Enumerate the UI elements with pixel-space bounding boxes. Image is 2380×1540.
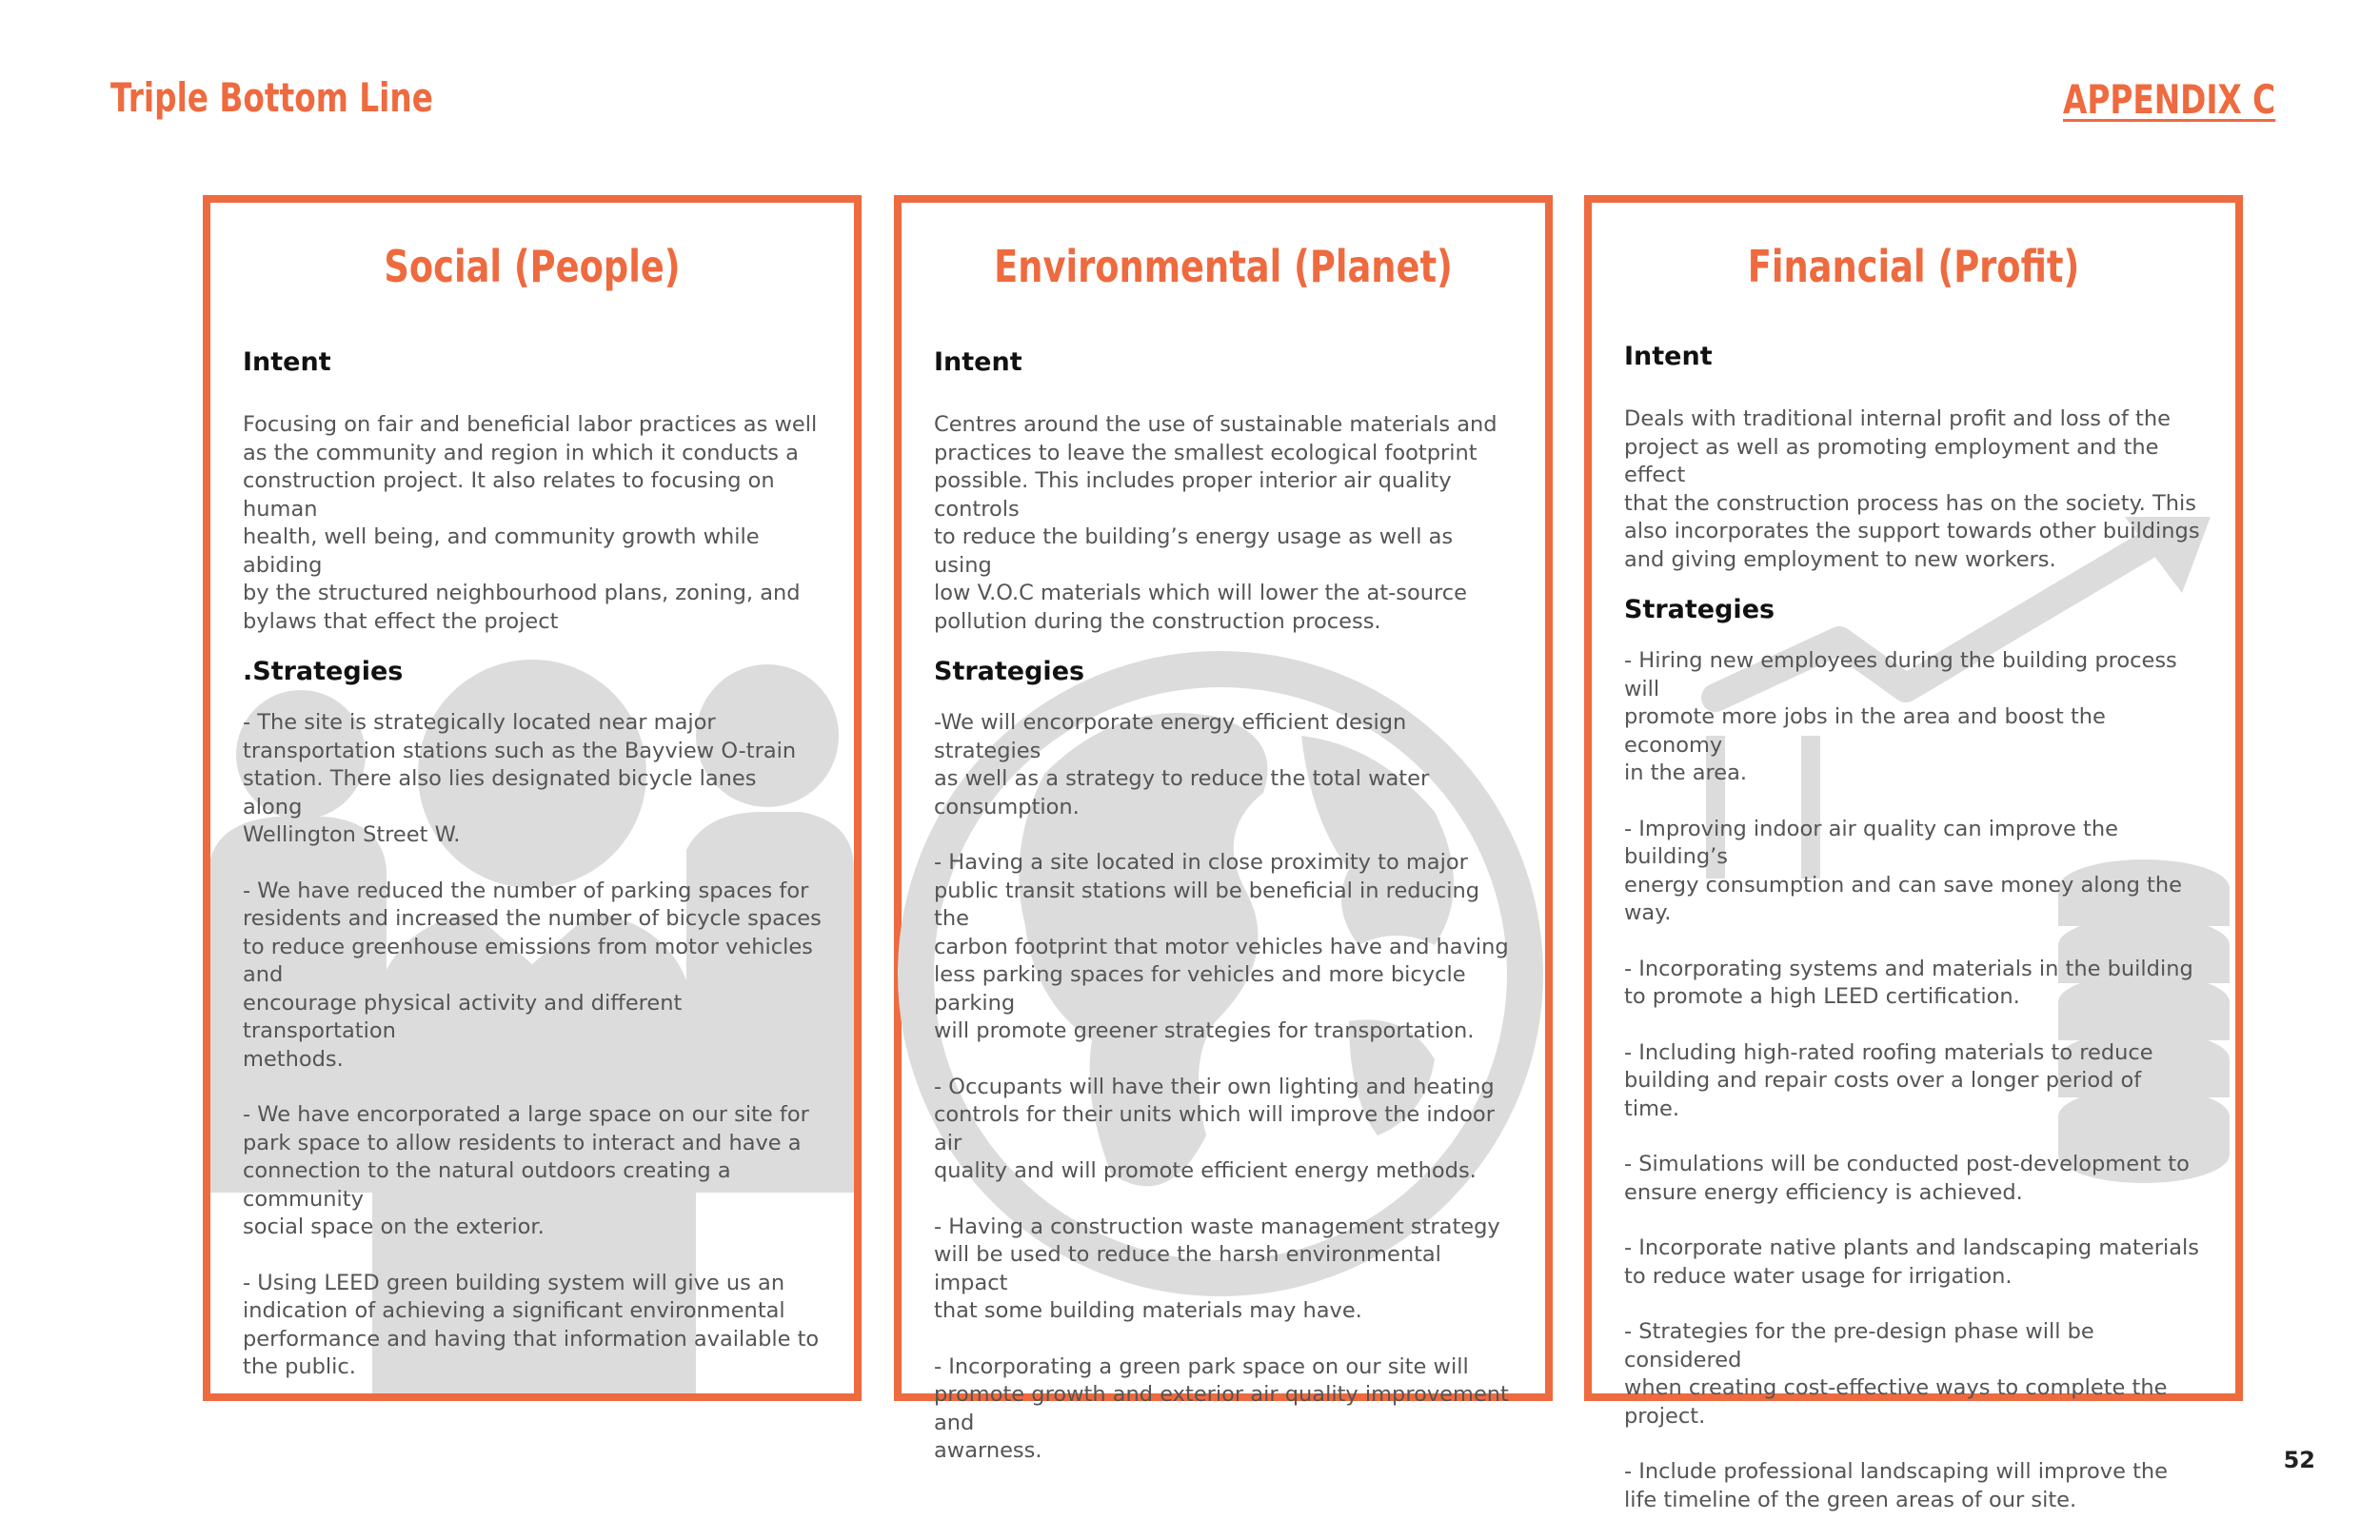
- social-strategy-item: - Using LEED green building system will give us an indication of achieving a significant environmental performance and having that information available to the public.: [243, 1270, 820, 1379]
- social-strategy-item: - The site is strategically located near major transportation stations such as the Bayview O-train station. There also lies designated bicycle lanes along Wellington Street W.: [243, 710, 797, 847]
- financial-title: Financial (Profit): [1747, 241, 2080, 292]
- environmental-title: Environmental (Planet): [994, 241, 1453, 292]
- social-content: [210, 241, 854, 1382]
- social-title: Social (People): [384, 241, 681, 292]
- financial-strategy-item: - Simulations will be conducted post-development to ensure energy efficiency is achieved.: [1624, 1152, 2190, 1205]
- environmental-strategy-item: - Having a construction waste management strategy will be used to reduce the harsh environmental impact that some building materials may have.: [934, 1214, 1500, 1323]
- environmental-content: [902, 241, 1545, 1466]
- social-strategy-item: - We have reduced the number of parking spaces for residents and increased the number of bicycle spaces to reduce greenhouse emissions from motor vehicles and encourage physical activity and different transportation methods.: [243, 878, 822, 1072]
- environmental-intent-text: Centres around the use of sustainable materials and practices to leave the smallest ecological footprint possible. This includes proper interior air quality controls to reduce the building’s energy usage as well as using low V.O.C materials which will lower the at-source pollution during the construction process.: [934, 412, 1497, 634]
- social-panel: [203, 195, 862, 1401]
- financial-strategy-item: - Strategies for the pre-design phase will be considered when creating cost-effective ways to complete the project.: [1624, 1319, 2168, 1429]
- environmental-strategy-item: - Having a site located in close proximity to major public transit stations will be beneficial in reducing the carbon footprint that motor vehicles have and having less parking spaces for vehicles and more bicycle parking will promote greener strategies for transportation.: [934, 850, 1509, 1043]
- financial-strategy-item: - Incorporate native plants and landscaping materials to reduce water usage for irrigation.: [1624, 1235, 2199, 1289]
- social-intent-text: Focusing on fair and beneficial labor practices as well as the community and region in which it conducts a construction project. It also relates to focusing on human health, well being, and community growth while abiding by the structured neighbourhood plans, zoning, and bylaws that effect the project: [243, 412, 818, 634]
- social-intent-heading: Intent: [243, 347, 331, 377]
- page-title: Triple Bottom Line: [110, 74, 433, 121]
- financial-strategy-item: - Improving indoor air quality can improve the building’s energy consumption and can save money along the way.: [1624, 816, 2182, 925]
- financial-strategy-item: - Including high-rated roofing materials to reduce building and repair costs over a longer period of time.: [1624, 1039, 2153, 1121]
- financial-strategy-item: - Incorporating systems and materials in the building to promote a high LEED certification.: [1624, 956, 2193, 1009]
- social-strategy-item: - We have encorporated a large space on our site for park space to allow residents to interact and have a connection to the natural outdoors creating a community social space on the exterior.: [243, 1102, 809, 1239]
- environmental-strategy-item: - Incorporating a green park space on our site will promote growth and exterior air quality improvement and awarness.: [934, 1353, 1509, 1463]
- social-strategies-heading: .Strategies: [243, 657, 404, 686]
- financial-content: [1592, 241, 2235, 1514]
- financial-strategy-item: - Include professional landscaping will improve the life timeline of the green areas of our site.: [1624, 1459, 2169, 1512]
- environmental-strategy-item: -We will encorporate energy efficient design strategies as well as a strategy to reduce the total water consumption.: [934, 710, 1430, 819]
- environmental-strategy-item: - Occupants will have their own lighting and heating controls for their units which will improve the indoor air quality and will promote efficient energy methods.: [934, 1074, 1495, 1183]
- financial-panel: [1584, 195, 2243, 1512]
- page-number: 52: [2283, 1447, 2315, 1473]
- financial-strategies-heading: Strategies: [1624, 595, 1775, 624]
- financial-intent-heading: Intent: [1624, 342, 1713, 371]
- environmental-strategies-heading: Strategies: [934, 657, 1085, 686]
- financial-strategy-item: - Hiring new employees during the building process will promote more jobs in the area and boost the economy in the area.: [1624, 648, 2177, 785]
- appendix-label: APPENDIX C: [2062, 76, 2275, 123]
- environmental-panel: [894, 195, 1553, 1463]
- financial-intent-text: Deals with traditional internal profit and loss of the project as well as promoting employment and the effect that the construction process has on the society. This also incorporates the support towards other buildings and giving employment to new workers.: [1624, 406, 2200, 572]
- environmental-intent-heading: Intent: [934, 347, 1022, 377]
